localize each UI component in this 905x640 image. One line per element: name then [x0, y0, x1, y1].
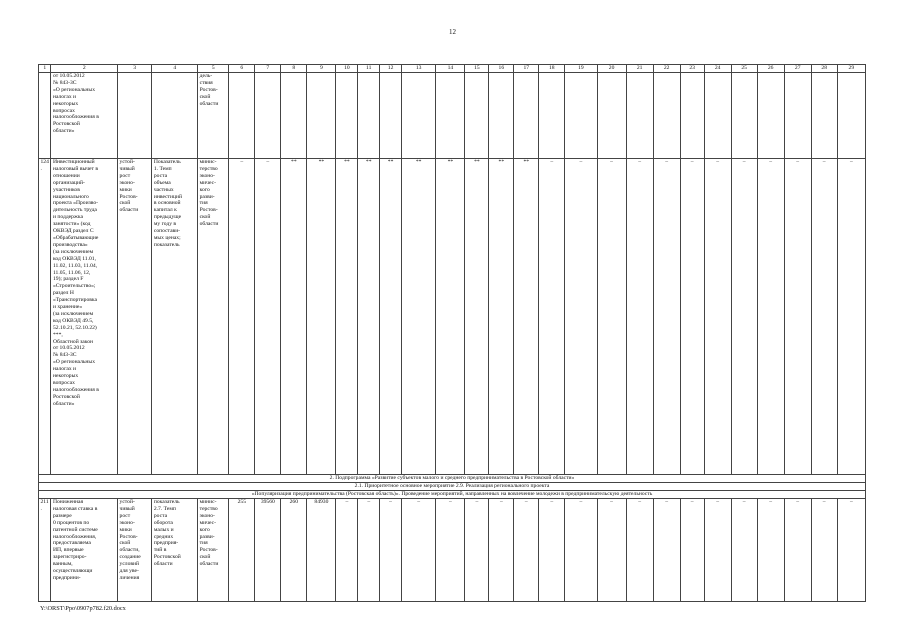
column-number: 23 [680, 65, 704, 73]
column-number-row [39, 65, 866, 73]
expenditure-table [38, 64, 866, 602]
table-cell [401, 73, 435, 159]
table-cell: ** [465, 159, 489, 475]
column-number: 12 [380, 65, 402, 73]
column-number: 4 [152, 65, 198, 73]
table-cell: ** [336, 159, 358, 475]
column-number: 28 [811, 65, 837, 73]
table-cell: – [653, 499, 680, 602]
table-cell: ** [358, 159, 380, 475]
table-cell [336, 73, 358, 159]
table-cell: ** [307, 159, 336, 475]
column-number: 2 [51, 65, 118, 73]
column-number: 24 [704, 65, 731, 73]
section-row [39, 475, 866, 483]
table-cell: минис- терство эконо- мичес- кого разви- тия Ростов- ской области [198, 159, 229, 475]
page-number: 12 [449, 28, 456, 36]
table-cell: – [597, 499, 626, 602]
table-cell: – [358, 499, 380, 602]
table-cell: – [837, 499, 865, 602]
table-cell: – [704, 159, 731, 475]
table-cell [118, 73, 152, 159]
table-cell: Пониженная налоговая ставка в размере 0 процентов по патентной системе налогообложения, предоставляема ИП, впервые зарегистриро- ванным, осуществляющи предприни- [51, 499, 118, 602]
table-cell [39, 73, 51, 159]
column-number: 19 [565, 65, 597, 73]
table-cell: ** [380, 159, 402, 475]
section-row [39, 483, 866, 491]
table-cell: – [436, 499, 465, 602]
table-cell: Инвестиционный налоговый вычет в отношении организаций- участников национального проекта «Произво- дительность труда и поддержка занятости» (код ОКВЭД раздел С «Обрабатывающие производства» (за исключением код ОКВЭД 11.01, 11.02, 11.03, 11.04, 11.05, 11.06, 12, 19); раздел F «Строительство»; раздел Н «Транспортировка и хранение» (за исключением код ОКВЭД 49.5, 52.10.21, 52.10.22) ***, Областной закон от 10.05.2012 № 843-ЗС «О региональных налогах и некоторых вопросах налогообложения в Ростовской области» [51, 159, 118, 475]
table-cell: – [626, 499, 653, 602]
table-cell [704, 73, 731, 159]
table-cell: Показатель 1. Темп роста объема частных инвестиций в основной капитал к предыдуще му году в сопостави- мых ценах; показатель [152, 159, 198, 475]
table-cell [565, 73, 597, 159]
table-cell [539, 73, 565, 159]
table-cell: 211. [39, 499, 51, 602]
table-cell: ** [489, 159, 514, 475]
table-cell: – [514, 499, 539, 602]
table-cell: 255 [229, 499, 255, 602]
column-number: 29 [837, 65, 865, 73]
table-row [39, 73, 866, 159]
file-path-footer: Y:\ORST\Ppo\0907p782.f20.docx [40, 605, 126, 612]
table-cell: – [565, 499, 597, 602]
table-cell: ** [436, 159, 465, 475]
table-cell: минис- терство эконо- мичес- кого разви- тия Ростов- ской области [198, 499, 229, 602]
table-cell [680, 73, 704, 159]
column-number: 5 [198, 65, 229, 73]
table-cell [465, 73, 489, 159]
column-number: 27 [784, 65, 811, 73]
table-cell: – [597, 159, 626, 475]
column-number: 26 [757, 65, 784, 73]
column-number: 15 [465, 65, 489, 73]
table-cell: дель- ствия Ростов- ской области [198, 73, 229, 159]
section-title: 2. Подпрограмма «Развитие субъектов малого и среднего предпринимательства в Ростовской области» [39, 475, 866, 483]
column-number: 16 [489, 65, 514, 73]
column-number: 17 [514, 65, 539, 73]
table-cell: – [680, 159, 704, 475]
table-cell: – [626, 159, 653, 475]
table-cell: 260 [281, 499, 307, 602]
column-number: 14 [436, 65, 465, 73]
column-number: 20 [597, 65, 626, 73]
table-cell: – [539, 499, 565, 602]
table-cell: ** [514, 159, 539, 475]
column-number: 13 [401, 65, 435, 73]
table-row [39, 159, 866, 475]
table-cell: – [757, 159, 784, 475]
column-number: 22 [653, 65, 680, 73]
table-cell: ** [281, 159, 307, 475]
table-cell: 84930 [307, 499, 336, 602]
column-number: 6 [229, 65, 255, 73]
table-cell [358, 73, 380, 159]
table-cell [380, 73, 402, 159]
column-number: 3 [118, 65, 152, 73]
table-cell [255, 73, 281, 159]
table-cell [597, 73, 626, 159]
table-cell [281, 73, 307, 159]
table-cell: 39560 [255, 499, 281, 602]
table-cell [229, 73, 255, 159]
table-cell: – [489, 499, 514, 602]
table-cell [489, 73, 514, 159]
table-cell [626, 73, 653, 159]
table-cell: – [380, 499, 402, 602]
table-cell: – [757, 499, 784, 602]
table-cell [757, 73, 784, 159]
table-cell [436, 73, 465, 159]
table-cell: – [465, 499, 489, 602]
table-row [39, 499, 866, 602]
table-cell [784, 73, 811, 159]
table-cell: – [680, 499, 704, 602]
table-cell: показатель 2.7. Темп роста оборота малых и средних предприя- тий в Ростовской области [152, 499, 198, 602]
table-cell: – [565, 159, 597, 475]
section-subtitle: 2.1. Приоритетное основное мероприятие 2.9. Реализация регионального проекта [39, 483, 866, 491]
table-cell: – [336, 499, 358, 602]
table-cell: – [229, 159, 255, 475]
table-cell: – [401, 499, 435, 602]
table-cell: – [837, 159, 865, 475]
column-number: 7 [255, 65, 281, 73]
column-number: 8 [281, 65, 307, 73]
column-number: 10 [336, 65, 358, 73]
section-row [39, 491, 866, 499]
table-cell [811, 73, 837, 159]
column-number: 18 [539, 65, 565, 73]
table-cell [307, 73, 336, 159]
table-cell: – [811, 499, 837, 602]
table-cell: от 10.05.2012 № 843-ЗС «О региональных налогах и некоторых вопросах налогообложения в Ростовской области» [51, 73, 118, 159]
table-cell [837, 73, 865, 159]
column-number: 21 [626, 65, 653, 73]
table-cell: – [653, 159, 680, 475]
table-cell [514, 73, 539, 159]
table-cell: ** [401, 159, 435, 475]
column-number: 1 [39, 65, 51, 73]
table-cell: – [784, 159, 811, 475]
table-cell: – [255, 159, 281, 475]
table-cell: – [731, 499, 757, 602]
table-cell [653, 73, 680, 159]
section-project: «Популяризация предпринимательства (Ростовская область)». Проведение мероприятий, направленных на вовлечение молодежи в предпринимательскую деятельность [39, 491, 866, 499]
column-number: 25 [731, 65, 757, 73]
table-cell: – [811, 159, 837, 475]
column-number: 11 [358, 65, 380, 73]
table-cell: 124. [39, 159, 51, 475]
table-cell [731, 73, 757, 159]
table-cell: устой- чивый рост эконо- мики Ростов- ской области [118, 159, 152, 475]
table-cell: – [539, 159, 565, 475]
table-cell: – [731, 159, 757, 475]
column-number: 9 [307, 65, 336, 73]
table-cell: устой- чивый рост эконо- мики Ростов- ской области, создание условий для уве- личения [118, 499, 152, 602]
table-cell [152, 73, 198, 159]
table-cell: – [784, 499, 811, 602]
table-cell: – [704, 499, 731, 602]
